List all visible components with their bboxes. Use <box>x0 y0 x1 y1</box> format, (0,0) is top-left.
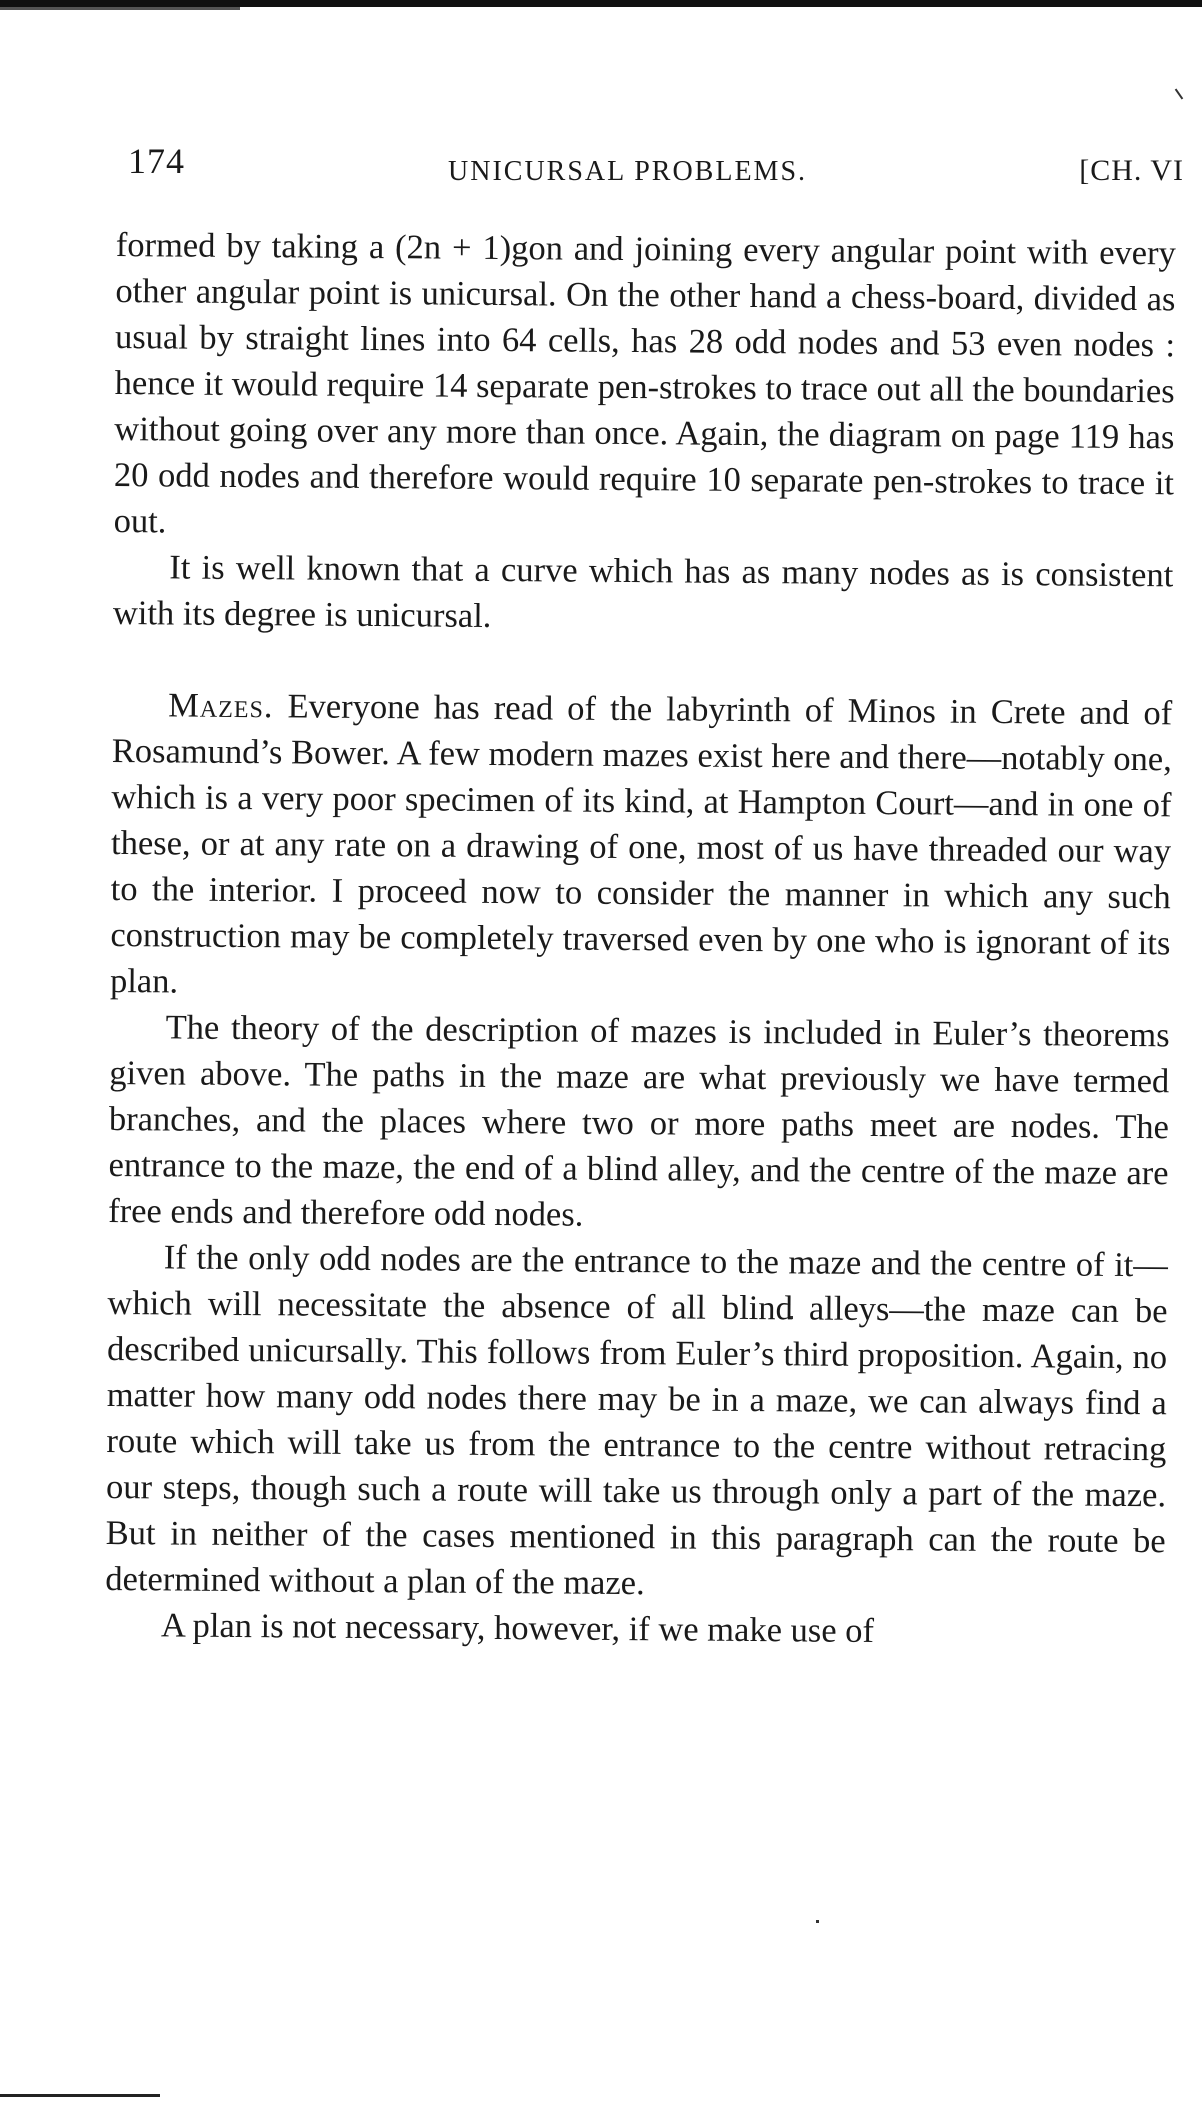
top-edge-rule <box>0 0 1202 7</box>
paragraph-odd-nodes: If the only odd nodes are the entrance to the maze and the centre of it—which will necessitate the absence of all blind alleys—the maze can be described unicursally. This follows from Euler’s third proposition. Again, no matter how many odd nodes there may be in a maze, we can always find a route which will take us from the entrance to the centre without retracing our steps, though such a route will take us through only a part of the maze. But in neither of the cases mentioned in this paragraph can the route be determined without a plan of the maze. <box>105 1238 1168 1603</box>
scan-speck <box>816 1920 819 1923</box>
paragraph-unicursal-examples: formed by taking a (2n + 1)gon and joining every angular point with every other angular point is unicursal. On the other hand a chess-board, divided as usual by straight lines into 64 cells, has 28 odd nodes and 53 even nodes : hence it would require 14 separate pen-strokes to trace out all the boundaries without going over any more than once. Again, the diagram on page 119 has 20 odd nodes and therefore would require 10 separate pen-strokes to trace it out. <box>113 225 1176 541</box>
running-title: UNICURSAL PROBLEMS. <box>448 156 808 187</box>
paragraph-curve-nodes: It is well known that a curve which has as many nodes as is consistent with its degree is unicursal. <box>112 548 1174 635</box>
bottom-edge-rule <box>0 2094 160 2097</box>
top-edge-rule-shadow <box>0 7 240 10</box>
paragraph-maze-theory: The theory of the description of mazes is included in Euler’s theorems given above. The paths in the maze are what previously we have termed branches, and the places where two or more paths meet are nodes. The entrance to the maze, the end of a blind alley, and the centre of the maze are free ends and therefore odd nodes. <box>108 1008 1170 1234</box>
paragraph-plan-not-necessary: A plan is not necessary, however, if we make use of <box>160 1606 875 1650</box>
running-header <box>128 138 1184 188</box>
section-lead-mazes: Mazes. <box>168 686 274 726</box>
scan-speck <box>1175 89 1184 100</box>
chapter-reference: [CH. VI <box>1079 154 1184 187</box>
paragraph-mazes-text: Everyone has read of the labyrinth of Minos in Crete and of Rosamund’s Bower. A few modern mazes exist here and there—notably one, which is a very poor specimen of its kind, at Hampton Court—and in one of these, or at any rate on a drawing of one, most of us have threaded our way to the interior. I proceed now to consider the manner in which any such construction may be completely traversed even by one who is ignorant of its plan. <box>109 687 1173 1001</box>
body-text <box>105 222 1176 1656</box>
page-number: 174 <box>128 141 185 181</box>
paragraph-mazes-intro <box>110 682 1172 1012</box>
